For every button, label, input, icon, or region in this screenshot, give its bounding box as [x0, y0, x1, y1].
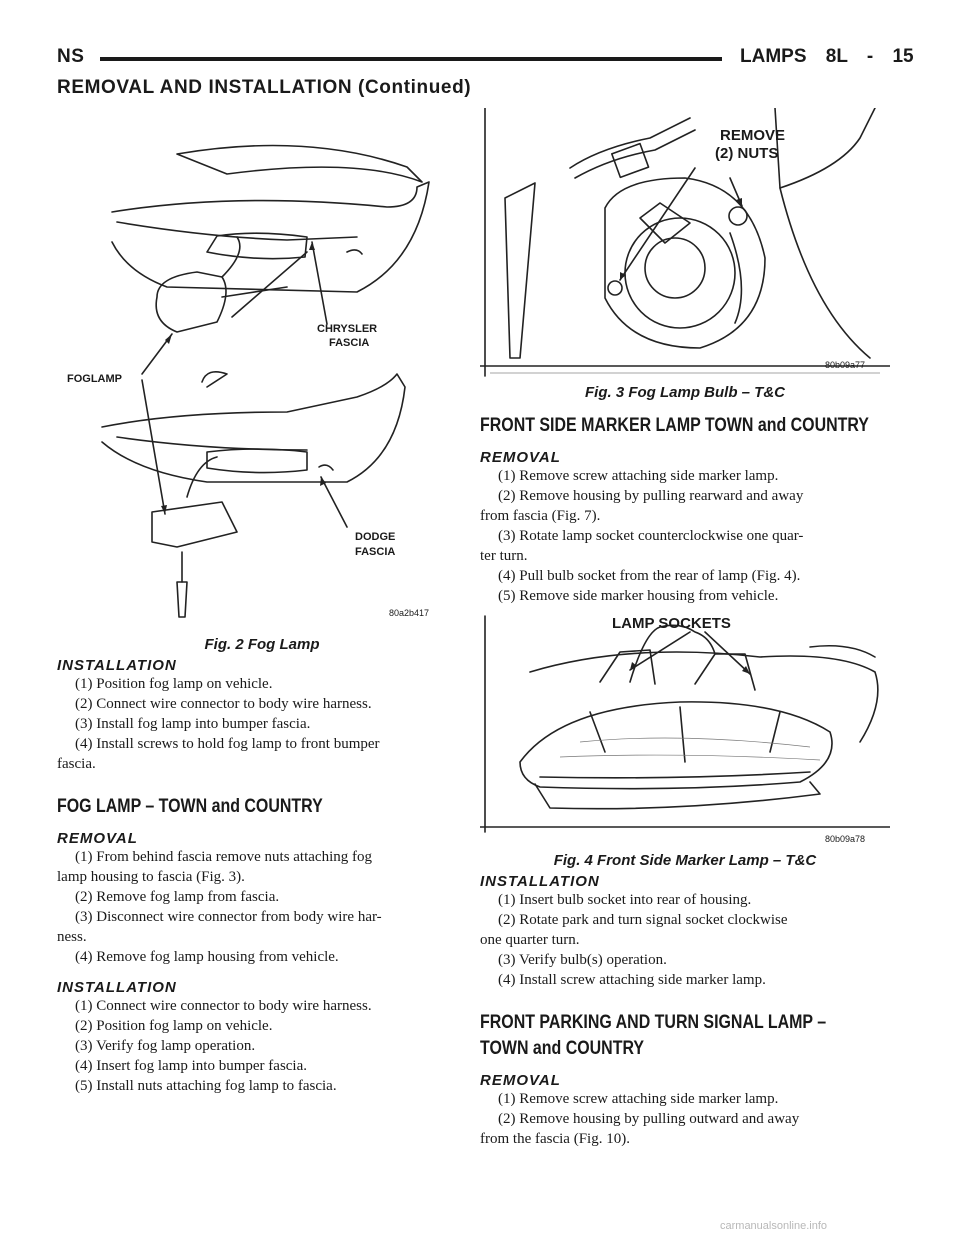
step-continuation: from the fascia (Fig. 10). — [480, 1131, 630, 1147]
label-remove-line2: (2) NUTS — [715, 145, 779, 162]
step-continuation: ness. — [57, 929, 87, 945]
installation-heading: INSTALLATION — [57, 657, 177, 674]
parking-lamp-heading-line2: TOWN and COUNTRY — [480, 1038, 645, 1059]
label-dodge-line1: DODGE — [355, 531, 396, 543]
step-continuation: from fascia (Fig. 7). — [480, 508, 601, 524]
step: (2) Rotate park and turn signal socket clockwise — [498, 912, 788, 928]
installation-heading: INSTALLATION — [480, 873, 600, 890]
step: (4) Pull bulb socket from the rear of lamp (Fig. 4). — [498, 568, 801, 584]
fig2-code: 80a2b417 — [389, 608, 430, 618]
left-column — [57, 112, 467, 1096]
fig3-fog-lamp-bulb-figure — [480, 108, 890, 401]
step: (2) Remove housing by pulling outward and away — [498, 1111, 800, 1127]
label-lamp-sockets: LAMP SOCKETS — [612, 615, 731, 632]
fig3-caption: Fig. 3 Fog Lamp Bulb – T&C — [585, 384, 785, 401]
fig4-caption: Fig. 4 Front Side Marker Lamp – T&C — [553, 852, 817, 869]
step: (5) Remove side marker housing from vehicle. — [498, 588, 779, 604]
step: (3) Install fog lamp into bumper fascia. — [75, 716, 311, 732]
step: (5) Install nuts attaching fog lamp to fascia. — [75, 1078, 337, 1094]
step-continuation: fascia. — [57, 756, 96, 772]
step: (1) Remove screw attaching side marker lamp. — [498, 1091, 779, 1107]
step: (4) Install screws to hold fog lamp to front bumper — [75, 736, 380, 752]
fig2-caption: Fig. 2 Fog Lamp — [204, 636, 320, 653]
step: (3) Verify fog lamp operation. — [75, 1038, 256, 1054]
header-section-code: NS — [57, 46, 85, 67]
step: (3) Rotate lamp socket counterclockwise one quar- — [498, 528, 804, 544]
step: (1) Insert bulb socket into rear of housing. — [498, 892, 752, 908]
step: (1) Remove screw attaching side marker lamp. — [498, 468, 779, 484]
fig2-fog-lamp-figure — [57, 112, 467, 653]
fig4-side-marker-figure — [480, 612, 890, 869]
right-column — [480, 108, 890, 1149]
parking-lamp-heading-line1: FRONT PARKING AND TURN SIGNAL LAMP – — [480, 1012, 827, 1033]
side-marker-heading: FRONT SIDE MARKER LAMP TOWN and COUNTRY — [480, 415, 869, 436]
step: (3) Verify bulb(s) operation. — [498, 952, 667, 968]
header-page-title: LAMPS 8L - 15 — [740, 46, 914, 67]
step: (2) Position fog lamp on vehicle. — [75, 1018, 273, 1034]
step: (4) Install screw attaching side marker lamp. — [498, 972, 766, 988]
label-remove-line1: REMOVE — [720, 127, 786, 144]
fog-lamp-illustration — [57, 112, 467, 632]
step: (1) Position fog lamp on vehicle. — [75, 676, 273, 692]
step: (4) Insert fog lamp into bumper fascia. — [75, 1058, 308, 1074]
step-continuation: ter turn. — [480, 548, 528, 564]
step-continuation: lamp housing to fascia (Fig. 3). — [57, 869, 245, 885]
side-marker-lamp-illustration — [480, 612, 890, 848]
step: (1) Connect wire connector to body wire harness. — [75, 998, 372, 1014]
step-continuation: one quarter turn. — [480, 932, 580, 948]
step: (2) Remove fog lamp from fascia. — [75, 889, 280, 905]
step: (1) From behind fascia remove nuts attaching fog — [75, 849, 372, 865]
removal-heading: REMOVAL — [480, 1072, 561, 1089]
removal-heading: REMOVAL — [57, 830, 138, 847]
step: (2) Connect wire connector to body wire harness. — [75, 696, 372, 712]
step: (4) Remove fog lamp housing from vehicle. — [75, 949, 339, 965]
label-dodge-line2: FASCIA — [355, 546, 396, 558]
fig4-code: 80b09a78 — [825, 834, 866, 844]
parking-turn-lamp-section — [480, 1012, 890, 1149]
section-continued-title: REMOVAL AND INSTALLATION (Continued) — [57, 77, 472, 98]
fog-lamp-bulb-illustration — [480, 108, 890, 380]
watermark: carmanualsonline.info — [720, 1220, 828, 1232]
step: (2) Remove housing by pulling rearward and away — [498, 488, 804, 504]
label-chrysler-line2: FASCIA — [329, 337, 370, 349]
step: (3) Disconnect wire connector from body wire har- — [75, 909, 382, 925]
removal-heading: REMOVAL — [480, 449, 561, 466]
fog-lamp-tc-heading: FOG LAMP – TOWN and COUNTRY — [57, 796, 323, 817]
side-marker-section — [480, 415, 890, 606]
label-chrysler-line1: CHRYSLER — [317, 323, 378, 335]
left-installation-section — [57, 657, 467, 774]
installation-heading: INSTALLATION — [57, 979, 177, 996]
fig3-code: 80b09a77 — [825, 360, 866, 370]
label-foglamp: FOGLAMP — [67, 373, 122, 385]
side-marker-installation-section — [480, 873, 890, 990]
fog-lamp-tc-section — [57, 796, 467, 1096]
header-rule — [100, 57, 722, 61]
